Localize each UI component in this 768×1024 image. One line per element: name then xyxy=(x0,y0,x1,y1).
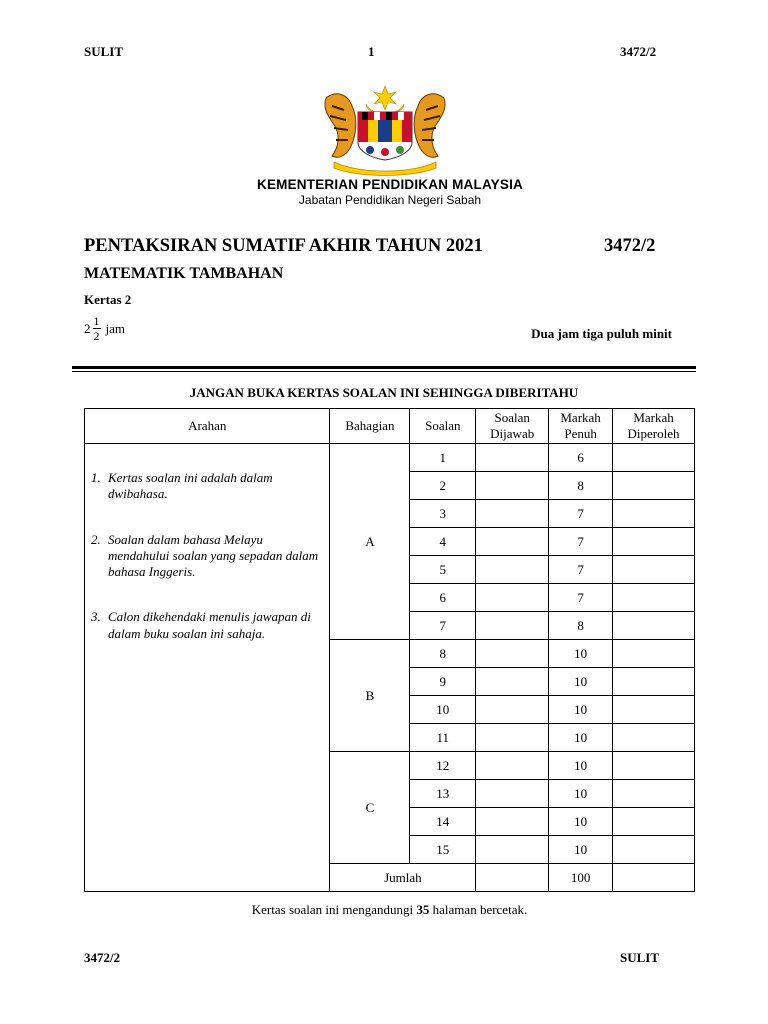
question-number: 10 xyxy=(410,696,476,724)
page-number: 1 xyxy=(368,44,375,59)
exam-title: PENTAKSIRAN SUMATIF AKHIR TAHUN 2021 xyxy=(84,236,483,256)
header-bahagian: Bahagian xyxy=(330,409,410,444)
table-row xyxy=(85,444,695,472)
answered-cell xyxy=(476,500,549,528)
total-obtained-cell xyxy=(613,864,695,892)
answered-cell xyxy=(476,640,549,668)
header-soalan: Soalan xyxy=(410,409,476,444)
question-number: 6 xyxy=(410,584,476,612)
header-arahan: Arahan xyxy=(85,409,330,444)
subject-title: MATEMATIK TAMBAHAN xyxy=(84,265,284,282)
full-marks: 7 xyxy=(549,556,613,584)
question-number: 13 xyxy=(410,780,476,808)
duration-words: Dua jam tiga puluh minit xyxy=(531,326,672,341)
answered-cell xyxy=(476,696,549,724)
marks-obtained-cell xyxy=(613,836,695,864)
total-label: Jumlah xyxy=(330,864,476,892)
table-header-row xyxy=(85,409,695,444)
instruction-item xyxy=(91,609,321,642)
header-markah-penuh: Markah Penuh xyxy=(549,409,613,444)
marks-obtained-cell xyxy=(613,808,695,836)
full-marks: 10 xyxy=(549,836,613,864)
answered-cell xyxy=(476,584,549,612)
answered-cell xyxy=(476,612,549,640)
instruction-number: 1. xyxy=(91,470,101,485)
answered-cell xyxy=(476,528,549,556)
marks-obtained-cell xyxy=(613,640,695,668)
full-marks: 10 xyxy=(549,640,613,668)
section-label: C xyxy=(330,752,410,864)
full-marks: 10 xyxy=(549,696,613,724)
instruction-number: 3. xyxy=(91,609,101,625)
instruction-text: Soalan dalam bahasa Melayu mendahului soalan yang sepadan dalam bahasa Inggeris. xyxy=(108,531,319,579)
full-marks: 10 xyxy=(549,724,613,752)
divider-thin xyxy=(72,371,696,372)
marks-obtained-cell xyxy=(613,500,695,528)
instruction-number: 2. xyxy=(91,531,101,547)
answered-cell xyxy=(476,752,549,780)
question-number: 11 xyxy=(410,724,476,752)
duration-fraction xyxy=(84,315,125,342)
marks-obtained-cell xyxy=(613,444,695,472)
footer-classification: SULIT xyxy=(620,950,660,965)
marks-obtained-cell xyxy=(613,472,695,500)
header-paper-code: 3472/2 xyxy=(620,44,657,59)
marks-obtained-cell xyxy=(613,780,695,808)
answered-cell xyxy=(476,668,549,696)
question-number: 4 xyxy=(410,528,476,556)
full-marks: 10 xyxy=(549,752,613,780)
marks-obtained-cell xyxy=(613,556,695,584)
instruction-item xyxy=(91,532,321,581)
marks-obtained-cell xyxy=(613,724,695,752)
instructions-cell xyxy=(85,444,330,892)
full-marks: 10 xyxy=(549,668,613,696)
question-number: 1 xyxy=(410,444,476,472)
question-number: 12 xyxy=(410,752,476,780)
full-marks: 8 xyxy=(549,612,613,640)
marks-table xyxy=(84,408,695,892)
question-number: 9 xyxy=(410,668,476,696)
instruction-text: Calon dikehendaki menulis jawapan di dalam buku soalan ini sahaja. xyxy=(108,609,311,641)
question-number: 8 xyxy=(410,640,476,668)
duration-whole: 2 xyxy=(84,320,91,336)
fraction-numerator: 1 xyxy=(93,314,100,328)
header-soalan-dijawab: Soalan Dijawab xyxy=(476,409,549,444)
paper-number: Kertas 2 xyxy=(84,292,132,307)
answered-cell xyxy=(476,444,549,472)
full-marks: 7 xyxy=(549,584,613,612)
answered-cell xyxy=(476,780,549,808)
answered-cell xyxy=(476,836,549,864)
footer-paper-code: 3472/2 xyxy=(84,950,121,965)
ministry-name xyxy=(200,177,580,207)
marks-obtained-cell xyxy=(613,584,695,612)
total-marks: 100 xyxy=(549,864,613,892)
full-marks: 7 xyxy=(549,528,613,556)
full-marks: 8 xyxy=(549,472,613,500)
instruction-item xyxy=(91,470,321,503)
marks-obtained-cell xyxy=(613,528,695,556)
ministry-title: KEMENTERIAN PENDIDIKAN MALAYSIA xyxy=(257,177,523,192)
page-count-note: Kertas soalan ini mengandungi 35 halaman bercetak. xyxy=(251,902,528,917)
answered-cell xyxy=(476,808,549,836)
section-label: A xyxy=(330,444,410,640)
header-markah-diperoleh: Markah Diperoleh xyxy=(613,409,695,444)
duration-fraction-part xyxy=(93,315,101,342)
section-label: B xyxy=(330,640,410,752)
duration-unit: jam xyxy=(105,320,125,336)
answered-cell xyxy=(476,724,549,752)
fraction-denominator: 2 xyxy=(93,329,100,343)
divider-thick xyxy=(72,366,696,369)
question-number: 2 xyxy=(410,472,476,500)
full-marks: 6 xyxy=(549,444,613,472)
full-marks: 7 xyxy=(549,500,613,528)
answered-cell xyxy=(476,472,549,500)
question-number: 5 xyxy=(410,556,476,584)
exam-code: 3472/2 xyxy=(604,236,656,256)
page-count: 35 xyxy=(416,902,430,917)
header-classification: SULIT xyxy=(84,44,124,59)
question-number: 14 xyxy=(410,808,476,836)
full-marks: 10 xyxy=(549,808,613,836)
marks-obtained-cell xyxy=(613,612,695,640)
instruction-text: Kertas soalan ini adalah dalam dwibahasa. xyxy=(108,470,273,502)
full-marks: 10 xyxy=(549,780,613,808)
malaysia-coat-of-arms-icon xyxy=(318,84,452,176)
marks-obtained-cell xyxy=(613,752,695,780)
marks-obtained-cell xyxy=(613,696,695,724)
question-number: 7 xyxy=(410,612,476,640)
state-department: Jabatan Pendidikan Negeri Sabah xyxy=(298,193,482,207)
warning-notice: JANGAN BUKA KERTAS SOALAN INI SEHINGGA DIBERITAHU xyxy=(189,385,579,400)
marks-obtained-cell xyxy=(613,668,695,696)
question-number: 15 xyxy=(410,836,476,864)
question-number: 3 xyxy=(410,500,476,528)
total-answered-cell xyxy=(476,864,549,892)
answered-cell xyxy=(476,556,549,584)
